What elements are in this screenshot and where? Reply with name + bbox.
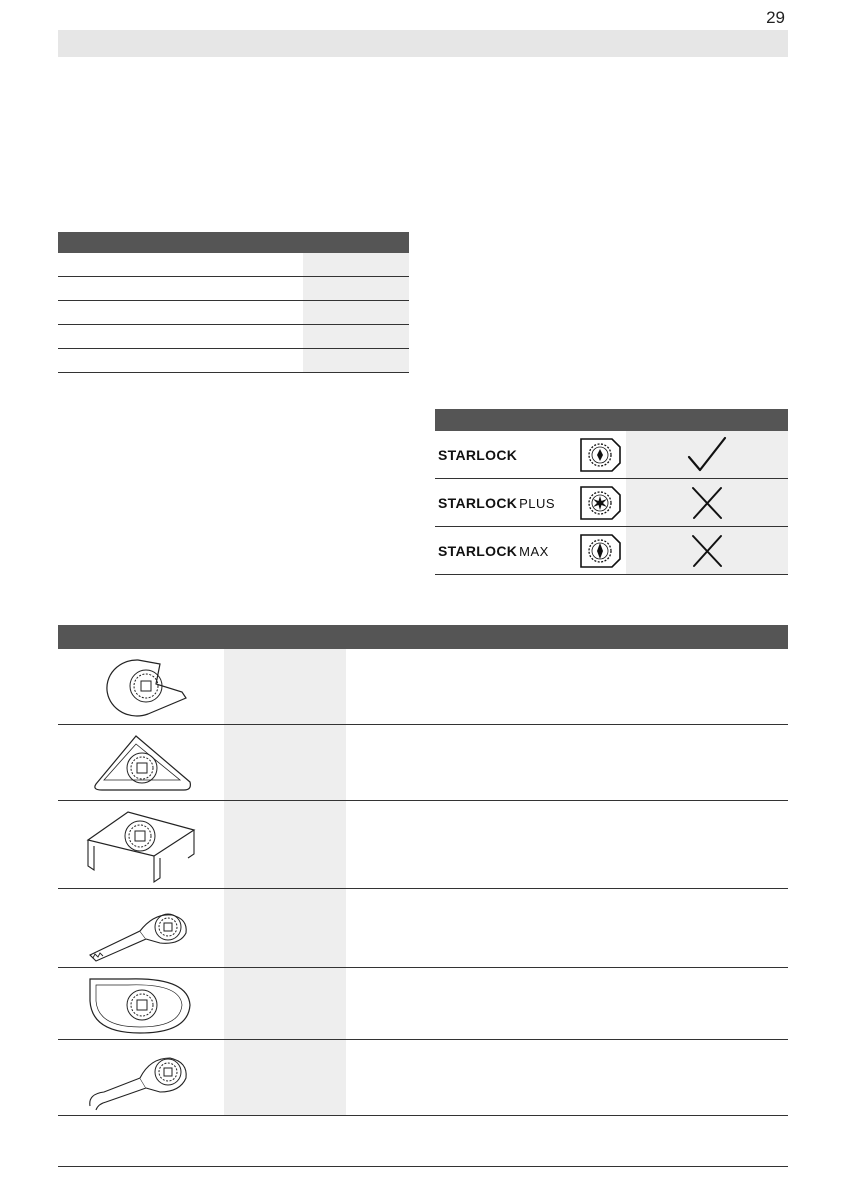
accessory-table [58, 625, 788, 1116]
carbide-rasp-icon [58, 968, 224, 1039]
brand-name: STARLOCK [438, 494, 518, 511]
segment-saw-blade-icon [58, 649, 224, 724]
table-row [58, 801, 788, 889]
starlock-interface-icon [574, 431, 626, 478]
table-row [58, 649, 788, 725]
delta-sanding-plate-icon [58, 725, 224, 800]
table-row [58, 325, 409, 349]
table-row [58, 725, 788, 801]
table-row [58, 889, 788, 968]
brand-name: STARLOCK [438, 446, 518, 463]
system-compatibility-table [435, 409, 788, 575]
page-number: 29 [766, 8, 785, 27]
plunge-cut-saw-blade-icon [58, 889, 224, 967]
table-row [58, 968, 788, 1040]
brand-logo [435, 479, 574, 526]
table-row [58, 277, 409, 301]
table-header [435, 409, 788, 431]
table-row [435, 527, 788, 575]
table-header [58, 232, 409, 253]
brand-logo [435, 527, 574, 574]
universal-cutter-icon [58, 1040, 224, 1115]
starlock-max-interface-icon [574, 527, 626, 574]
table-row [58, 301, 409, 325]
table-header [58, 625, 788, 649]
header-bar [58, 30, 788, 57]
brand-suffix: PLUS [519, 495, 556, 511]
brand-logo [435, 431, 574, 478]
starlock-plus-interface-icon [574, 479, 626, 526]
table-row [435, 431, 788, 479]
adapter-plate-icon [58, 801, 224, 888]
brand-name: STARLOCK [438, 542, 518, 559]
technical-data-table [58, 232, 409, 373]
table-row [58, 253, 409, 277]
cross-icon [626, 527, 788, 574]
cross-icon [626, 479, 788, 526]
check-icon [626, 431, 788, 478]
table-row [58, 349, 409, 373]
table-row [58, 1040, 788, 1116]
brand-suffix: MAX [519, 543, 549, 559]
footer-rule [58, 1166, 788, 1167]
table-row [435, 479, 788, 527]
